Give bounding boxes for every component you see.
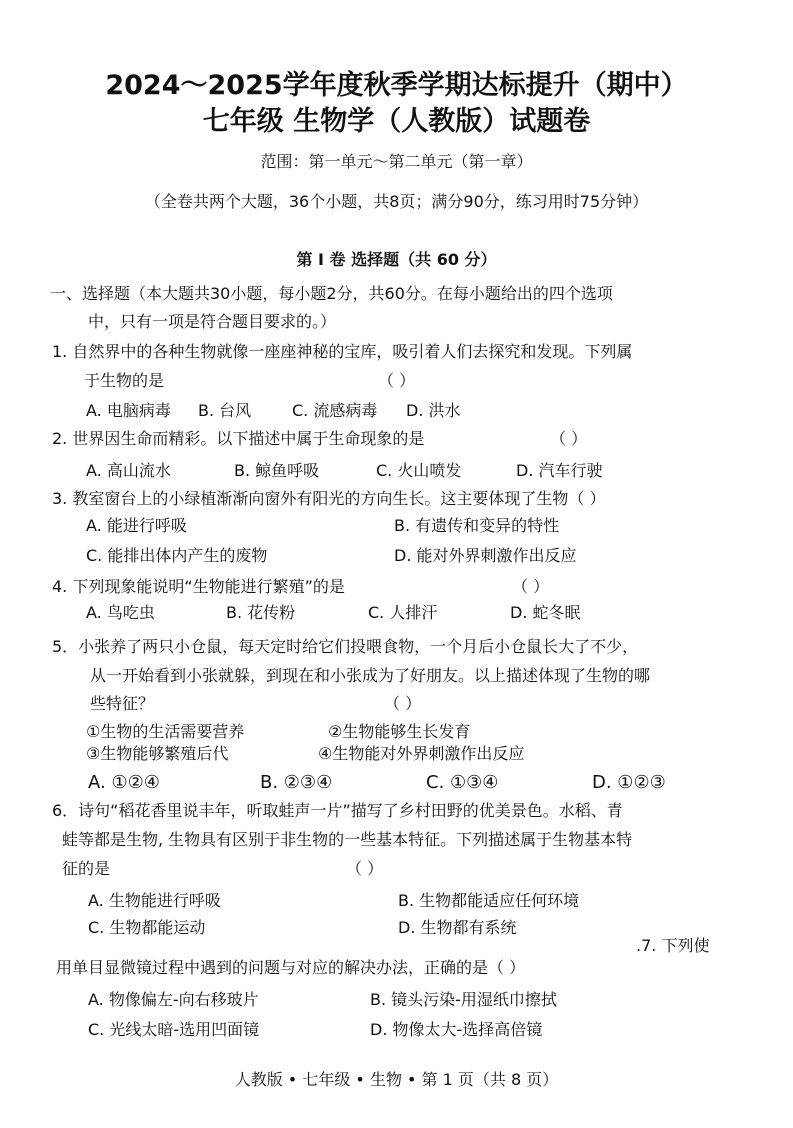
q2-option-b: B. 鲸鱼呼吸 — [234, 461, 320, 480]
q4-option-b: B. 花传粉 — [226, 603, 296, 622]
q5-answer-blank: （ ） — [384, 694, 422, 713]
q5-statement-4: ④生物能对外界刺激作出反应 — [318, 744, 525, 763]
q2-option-c: C. 火山喷发 — [376, 461, 462, 480]
q5-option-d: D. ①②③ — [592, 772, 666, 793]
q2-option-d: D. 汽车行驶 — [516, 461, 603, 480]
q5-stem-line3: 些特征？ — [90, 694, 155, 713]
page-footer: 人教版 • 七年级 • 生物 • 第 1 页（共 8 页） — [234, 1070, 559, 1089]
q5-statement-1: ①生物的生活需要营养 — [86, 722, 245, 741]
q6-stem-line3: 征的是 — [62, 859, 111, 878]
exam-info: （全卷共两个大题，36个小题，共8页；满分90分，练习用时75分钟） — [144, 192, 649, 211]
q6-stem-line1: 6．诗句“稻花香里说丰年，听取蛙声一片”描写了乡村田野的优美景色。水稻、青 — [52, 801, 623, 820]
q2-option-a: A. 高山流水 — [86, 461, 171, 480]
q3-option-b: B. 有遗传和变异的特性 — [394, 516, 560, 535]
q6-answer-blank: （ ） — [346, 859, 384, 878]
section-intro-line1: 一、选择题（本大题共30小题，每小题2分，共60分。在每小题给出的四个选项 — [50, 284, 613, 303]
q6-option-d: D. 生物都有系统 — [398, 918, 517, 937]
section-intro-line2: 中，只有一项是符合题目要求的。） — [88, 312, 337, 331]
q5-statement-2: ②生物能够生长发育 — [328, 722, 471, 741]
q3-option-a: A. 能进行呼吸 — [86, 516, 187, 535]
q6-stem-line2: 蛙等都是生物, 生物具有区别于非生物的一些基本特征。下列描述属于生物基本特 — [62, 830, 633, 849]
q6-option-b: B. 生物都能适应任何环境 — [398, 891, 580, 910]
q1-option-a: A. 电脑病毒 — [86, 401, 171, 420]
section-title: 第 I 卷 选择题（共 60 分） — [296, 250, 497, 269]
q1-option-b: B. 台风 — [198, 401, 252, 420]
q5-option-b: B. ②③④ — [260, 772, 333, 793]
q4-option-c: C. 人排汗 — [368, 603, 438, 622]
q7-option-b: B. 镜头污染-用湿纸巾擦拭 — [370, 990, 557, 1009]
q7-option-a: A. 物像偏左-向右移玻片 — [88, 990, 259, 1009]
q2-answer-blank: （ ） — [550, 429, 588, 448]
q5-option-c: C. ①③④ — [426, 772, 499, 793]
q3-option-c: C. 能排出体内产生的废物 — [86, 546, 268, 565]
q5-statement-3: ③生物能够繁殖后代 — [86, 744, 229, 763]
q1-stem-line2: 于生物的是 — [84, 371, 165, 390]
q5-stem-line1: 5．小张养了两只小仓鼠，每天定时给它们投喂食物，一个月后小仓鼠长大了不少， — [52, 637, 639, 656]
q5-option-a: A. ①②④ — [88, 772, 160, 793]
q7-stem-line2: 用单目显微镜过程中遇到的问题与对应的解决办法，正确的是（ ） — [56, 958, 526, 977]
q1-stem-line1: 1. 自然界中的各种生物就像一座座神秘的宝库，吸引着人们去探究和发现。下列属 — [52, 342, 633, 361]
exam-title-line2: 七年级 生物学（人教版）试题卷 — [202, 106, 591, 137]
q1-option-c: C. 流感病毒 — [292, 401, 378, 420]
q6-option-c: C. 生物都能运动 — [88, 918, 206, 937]
q1-answer-blank: （ ） — [378, 371, 416, 390]
q5-stem-line2: 从一开始看到小张就躲，到现在和小张成为了好朋友。以上描述体现了生物的哪 — [90, 666, 651, 685]
q4-option-a: A. 鸟吃虫 — [86, 603, 155, 622]
q4-stem-line1: 4. 下列现象能说明“生物能进行繁殖”的是 — [52, 577, 345, 596]
q3-stem-line1: 3. 教室窗台上的小绿植渐渐向窗外有阳光的方向生长。这主要体现了生物（ ） — [52, 489, 606, 508]
exam-scope: 范围：第一单元～第二单元（第一章） — [260, 152, 533, 171]
q6-option-a: A. 生物能进行呼吸 — [88, 891, 221, 910]
q7-option-d: D. 物像太大-选择高倍镜 — [370, 1020, 543, 1039]
q3-option-d: D. 能对外界刺激作出反应 — [394, 546, 577, 565]
exam-title-line1: 2024～2025学年度秋季学期达标提升（期中） — [105, 70, 688, 101]
q4-option-d: D. 蛇冬眠 — [510, 603, 581, 622]
q1-option-d: D. 洪水 — [406, 401, 461, 420]
q7-option-c: C. 光线太暗-选用凹面镜 — [88, 1020, 260, 1039]
q7-stem-line1: .7. 下列使 — [636, 936, 710, 955]
q4-answer-blank: （ ） — [512, 577, 550, 596]
q2-stem-line1: 2. 世界因生命而精彩。以下描述中属于生命现象的是 — [52, 429, 425, 448]
